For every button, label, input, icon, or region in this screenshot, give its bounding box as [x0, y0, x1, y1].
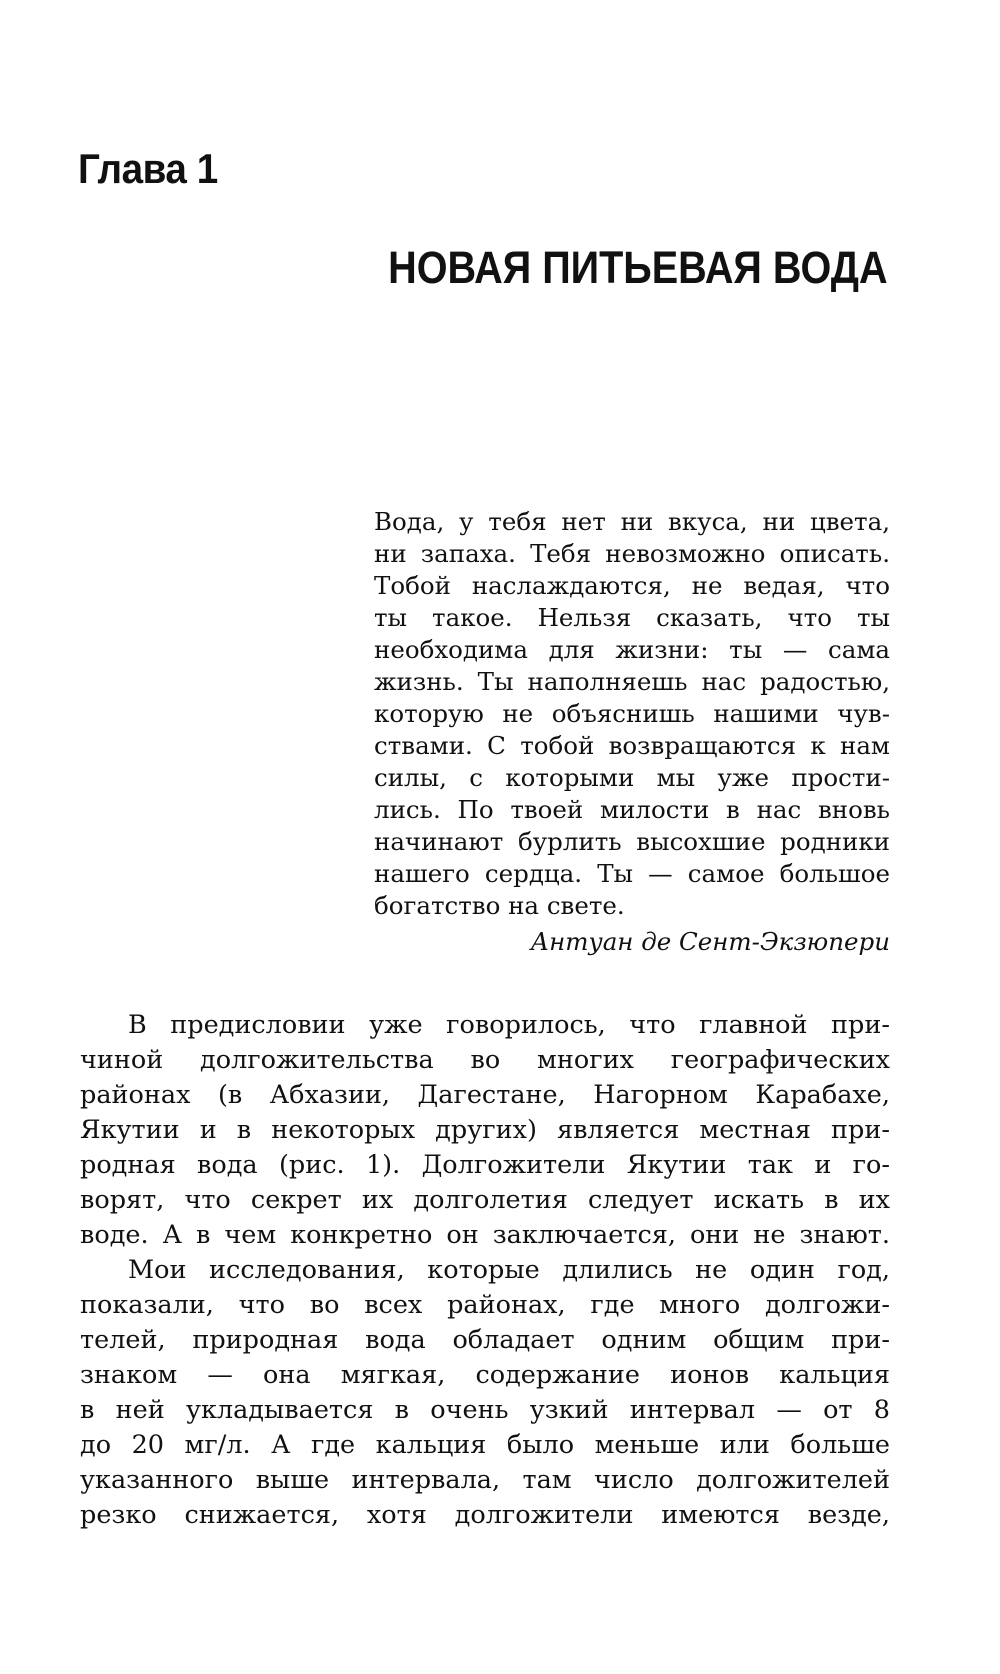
epigraph-line: силы, с которыми мы уже прости- — [374, 763, 890, 792]
epigraph-line: необходима для жизни: ты — сама — [374, 635, 890, 664]
paragraph-line: резко снижается, хотя долгожители имеются везде, — [80, 1500, 890, 1530]
paragraph-line: ворят, что секрет их долголетия следует искать в их — [80, 1185, 890, 1215]
paragraph-line: воде. А в чем конкретно он заключается, они не знают. — [80, 1220, 890, 1250]
paragraph-line: указанного выше интервала, там число долгожителей — [80, 1465, 890, 1495]
epigraph-line: лись. По твоей милости в нас вновь — [374, 795, 890, 824]
paragraph-line: Мои исследования, которые длились не один год, — [128, 1255, 890, 1285]
epigraph-line: ты такое. Нельзя сказать, что ты — [374, 603, 890, 632]
paragraph-line: в ней укладывается в очень узкий интервал — от 8 — [80, 1395, 890, 1425]
epigraph-line: нашего сердца. Ты — самое большое — [374, 859, 890, 888]
epigraph-line: начинают бурлить высохшие родники — [374, 827, 890, 856]
epigraph-line: Тобой наслаждаются, не ведая, что — [374, 571, 890, 600]
paragraph-line: чиной долгожительства во многих географических — [80, 1045, 890, 1075]
paragraph-line: до 20 мг/л. А где кальция было меньше или больше — [80, 1430, 890, 1460]
chapter-title: НОВАЯ ПИТЬЕВАЯ ВОДА — [388, 242, 888, 293]
epigraph-line: Вода, у тебя нет ни вкуса, ни цвета, — [374, 507, 890, 536]
paragraph-line: районах (в Абхазии, Дагестане, Нагорном Карабахе, — [80, 1080, 890, 1110]
paragraph-line: В предисловии уже говорилось, что главной при- — [128, 1010, 890, 1040]
epigraph-line: ни запаха. Тебя невозможно описать. — [374, 539, 890, 568]
paragraph-line: знаком — она мягкая, содержание ионов кальция — [80, 1360, 890, 1390]
paragraph-line: телей, природная вода обладает одним общим при- — [80, 1325, 890, 1355]
paragraph-line: Якутии и в некоторых других) является местная при- — [80, 1115, 890, 1145]
paragraph-line: родная вода (рис. 1). Долгожители Якутии так и го- — [80, 1150, 890, 1180]
epigraph-line: жизнь. Ты наполняешь нас радостью, — [374, 667, 890, 696]
epigraph-line: богатство на свете. — [374, 891, 625, 920]
epigraph-author: Антуан де Сент-Экзюпери — [530, 927, 890, 956]
epigraph — [374, 506, 890, 958]
paragraph-line: показали, что во всех районах, где много долгожи- — [80, 1290, 890, 1320]
epigraph-line: которую не объяснишь нашими чув- — [374, 699, 890, 728]
chapter-label: Глава 1 — [78, 145, 218, 192]
epigraph-line: ствами. С тобой возвращаются к нам — [374, 731, 890, 760]
body-text — [80, 1008, 890, 1533]
